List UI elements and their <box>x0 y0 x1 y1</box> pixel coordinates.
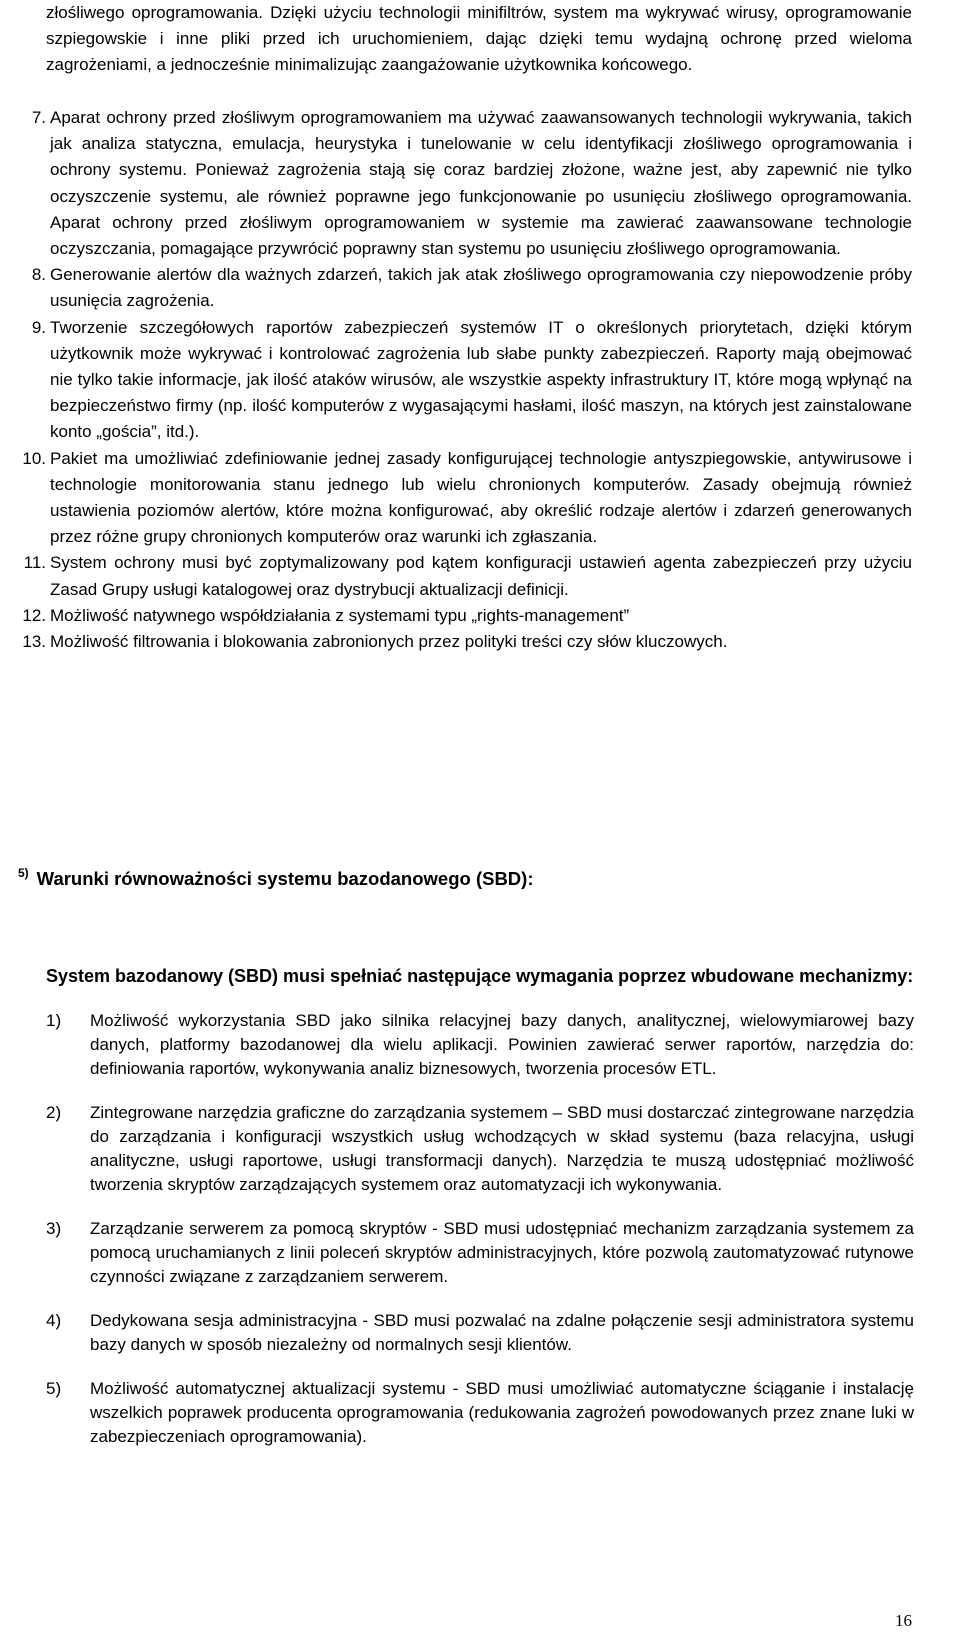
list-item-number: 11. <box>23 553 46 573</box>
list-item <box>10 629 912 655</box>
requirement-item <box>46 1217 914 1289</box>
page-number: 16 <box>895 1611 912 1630</box>
list-item-text: Tworzenie szczegółowych raportów zabezpieczeń systemów IT o określonych priorytetach, dzięki którym użytkownik może wykrywać i kontrolować zagrożenia lub słabe punkty zabezpieczeń. Raporty mają obejmować nie tylko takie informacje, jak ilość ataków wirusów, ale wszystkie aspekty infrastruktury IT, które mogą wpłynąć na bezpieczeństwo firmy (np. ilość komputerów z wygasającymi hasłami, ilość maszyn, na których jest zainstalowane konto „gościa”, itd.). <box>50 317 912 442</box>
requirement-text: Dedykowana sesja administracyjna - SBD musi pozwalać na zdalne połączenie sesji administratora systemu bazy danych w sposób niezależny od normalnych sesji klientów. <box>90 1311 914 1354</box>
list-item-text: Aparat ochrony przed złośliwym oprogramowaniem ma używać zaawansowanych technologii wykrywania, takich jak analiza statyczna, emulacja, heurystyka i tunelowanie w celu identyfikacji złośliwego oprogramowania i ochrony systemu. Ponieważ zagrożenia stają się coraz bardziej złożone, ważne jest, aby zapewnić nie tylko oczyszczenie systemu, ale również poprawne jego funkcjonowanie po usunięciu złośliwego oprogramowania. Aparat ochrony przed złośliwym oprogramowaniem w systemie ma zawierać zaawansowane technologie oczyszczania, pomagające przywrócić poprawny stan systemu po usunięciu złośliwego oprogramowania. <box>50 108 912 259</box>
requirement-item <box>46 1009 914 1081</box>
requirement-number: 4) <box>46 1311 62 1330</box>
list-item <box>10 315 912 446</box>
list-item-number: 9. <box>31 317 46 337</box>
list-item <box>10 105 912 262</box>
list-item-text: Możliwość filtrowania i blokowania zabronionych przez polityki treści czy słów kluczowych. <box>50 632 728 652</box>
requirements-intro: System bazodanowy (SBD) musi spełniać następujące wymagania poprzez wbudowane mechanizmy: <box>46 966 914 986</box>
requirement-item <box>46 1377 914 1449</box>
section-title: Warunki równoważności systemu bazodanowego (SBD): <box>36 868 534 889</box>
requirement-text: Zintegrowane narzędzia graficzne do zarządzania systemem – SBD musi dostarczać zintegrowane narzędzia do zarządzania i konfiguracji wszystkich usług wchodzących w skład systemu (baza relacyjna, usługi analityczne, usługi raportowe, usługi transformacji danych). Narzędzia te muszą udostępniać możliwość tworzenia skryptów zarządzających systemem oraz automatyzacji ich wykonywania. <box>90 1103 914 1194</box>
requirement-number: 2) <box>46 1103 62 1122</box>
list-item <box>10 262 912 314</box>
list-item <box>10 446 912 551</box>
list-item-number: 7. <box>31 108 46 127</box>
list-item <box>10 550 912 602</box>
list-item-number: 13. <box>22 632 46 652</box>
requirement-text: Zarządzanie serwerem za pomocą skryptów - SBD musi udostępniać mechanizm zarządzania systemem za pomocą uruchamianych z linii poleceń skryptów administracyjnych, które pozwolą zautomatyzować rutynowe czynności związane z zarządzaniem serwerem. <box>90 1219 914 1286</box>
list-item-text: Pakiet ma umożliwiać zdefiniowanie jednej zasady konfigurującej technologie antyszpiegowskie, antywirusowe i technologie monitorowania stanu jednego lub wielu chronionych komputerów. Zasady obejmują również ustawienia poziomów alertów, które można konfigurować, aby określić rodzaje alertów i zdarzeń generowanych przez różne grupy chronionych komputerów oraz warunki ich zgłaszania. <box>50 448 912 547</box>
requirements-list <box>46 1009 914 1469</box>
section-heading <box>18 858 533 894</box>
numbered-list <box>10 105 912 655</box>
requirement-text: Możliwość automatycznej aktualizacji systemu - SBD musi umożliwiać automatyczne ściąganie i instalację wszelkich poprawek producenta oprogramowania (redukowania zagrożeń powodowanych przez znane luki w zabezpieczeniach oprogramowania). <box>90 1379 914 1446</box>
requirement-number: 1) <box>46 1011 62 1030</box>
continuation-paragraph: złośliwego oprogramowania. Dzięki użyciu technologii minifiltrów, system ma wykrywać wirusy, oprogramowanie szpiegowskie i inne pliki przed ich uruchomieniem, dając dzięki temu wydajną ochronę przed wieloma zagrożeniami, a jednocześnie minimalizując zaangażowanie użytkownika końcowego. <box>46 3 912 75</box>
list-item-text: Generowanie alertów dla ważnych zdarzeń, takich jak atak złośliwego oprogramowania czy niepowodzenie próby usunięcia zagrożenia. <box>50 265 912 311</box>
requirement-number: 5) <box>46 1379 62 1398</box>
requirement-item <box>46 1309 914 1357</box>
section-superscript: 5) <box>18 866 29 880</box>
requirement-text: Możliwość wykorzystania SBD jako silnika relacyjnej bazy danych, analitycznej, wielowymiarowej bazy danych, platformy bazodanowej dla wielu aplikacji. Powinien zawierać serwer raportów, narzędzia do: definiowania raportów, wykonywania analiz biznesowych, tworzenia procesów ETL. <box>90 1011 914 1078</box>
list-item-text: System ochrony musi być zoptymalizowany pod kątem konfiguracji ustawień agenta zabezpieczeń przy użyciu Zasad Grupy usługi katalogowej oraz dystrybucji aktualizacji definicji. <box>50 553 912 599</box>
requirement-item <box>46 1101 914 1197</box>
list-item-number: 8. <box>31 265 46 285</box>
list-item <box>10 603 912 629</box>
list-item-text: Możliwość natywnego współdziałania z systemami typu „rights-management” <box>50 605 630 625</box>
list-item-number: 12. <box>22 605 46 625</box>
list-item-number: 10. <box>22 448 46 468</box>
requirement-number: 3) <box>46 1219 62 1238</box>
